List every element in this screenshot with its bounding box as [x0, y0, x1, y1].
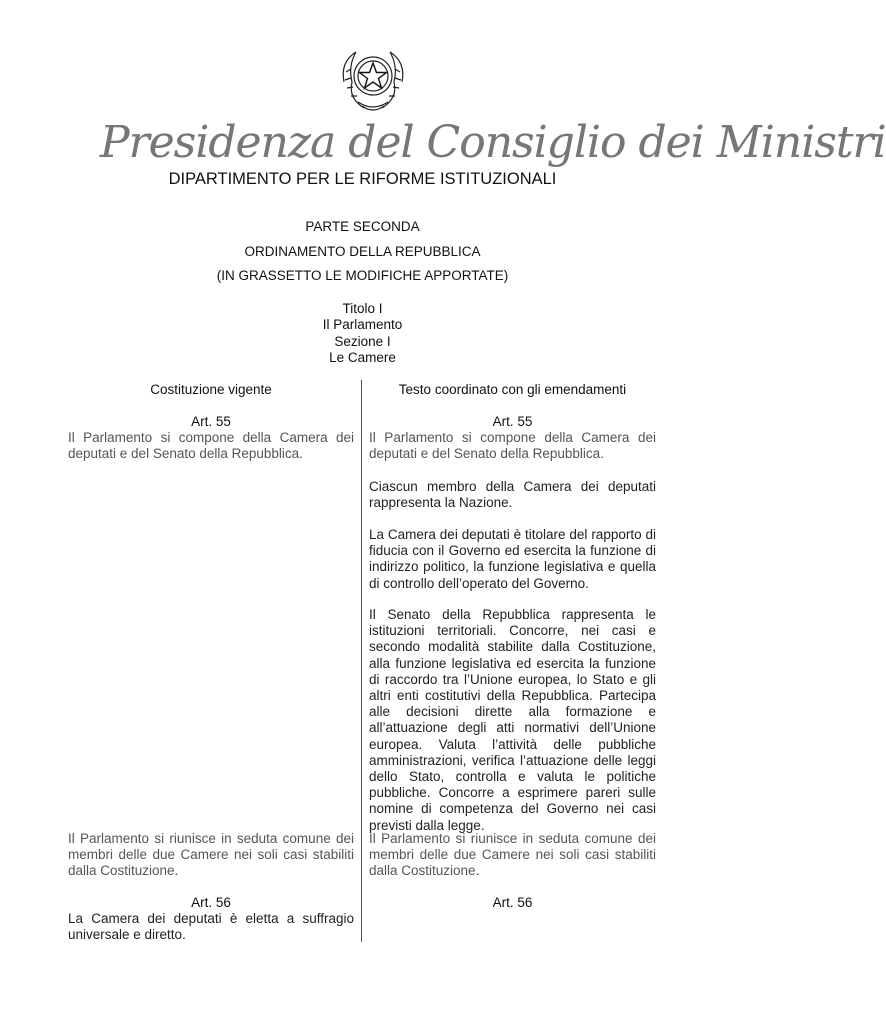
left-art55-title: Art. 55	[191, 414, 231, 429]
republic-emblem-icon	[334, 42, 412, 116]
right-art55-paragraph-1: Il Parlamento si compone della Camera dei deputati e del Senato della Repubblica.	[369, 430, 656, 462]
left-art55-paragraph-1: Il Parlamento si compone della Camera dei deputati e del Senato della Repubblica.	[68, 430, 354, 462]
left-art55-paragraph-2: Il Parlamento si riunisce in seduta comune dei membri delle due Camere nei soli casi stabiliti dalla Costituzione.	[68, 831, 354, 879]
right-art56-title: Art. 56	[492, 895, 533, 910]
right-column-title: Testo coordinato con gli emendamenti	[398, 382, 627, 397]
titolo-heading	[0, 301, 725, 366]
left-art56-paragraph-1: La Camera dei deputati è eletta a suffragio universale e diretto.	[68, 911, 354, 943]
parte-label: PARTE SECONDA	[305, 219, 420, 234]
left-art56-title: Art. 56	[191, 895, 231, 910]
right-art55-title: Art. 55	[492, 414, 533, 429]
right-art55-paragraph-5: Il Parlamento si riunisce in seduta comune dei membri delle due Camere nei soli casi stabiliti dalla Costituzione.	[369, 831, 656, 879]
left-column-title: Costituzione vigente	[150, 382, 272, 397]
right-art55-paragraph-2: Ciascun membro della Camera dei deputati rappresenta la Nazione.	[369, 479, 656, 511]
right-art55-paragraph-3: La Camera dei deputati è titolare del rapporto di fiducia con il Governo ed esercita la funzione di indirizzo politico, la funzione legislativa e quella di controllo dell’operato del Governo.	[369, 527, 656, 591]
titolo-name: Il Parlamento	[322, 317, 403, 333]
sezione-name: Le Camere	[329, 349, 396, 365]
parte-heading	[0, 215, 725, 289]
department-title: DIPARTIMENTO PER LE RIFORME ISTITUZIONALI	[168, 170, 557, 188]
titolo-label: Titolo I	[342, 301, 383, 316]
institution-title: Presidenza del Consiglio dei Ministri	[100, 117, 886, 168]
sezione-label: Sezione I	[334, 333, 391, 349]
modifications-note: (IN GRASSETTO LE MODIFICHE APPORTATE)	[216, 268, 509, 283]
right-art55-paragraph-4: Il Senato della Repubblica rappresenta le istituzioni territoriali. Concorre, nei casi e secondo modalità stabilite dalla Costituzione, alla funzione legislativa ed esercita la funzione di raccordo tra l’Unione europea, lo Stato e gli altri enti costitutivi della Repubblica. Partecipa alle decisioni dirette alla formazione e all’attuazione degli atti normativi dell’Unione europea. Valuta l’attività delle pubbliche amministrazioni, verifica l’attuazione delle leggi dello Stato, controlla e valuta le politiche pubbliche. Concorre a esprimere pareri sulle nomine di competenza del Governo nei casi previsti dalla legge.	[369, 607, 656, 833]
ordinamento-label: ORDINAMENTO DELLA REPUBBLICA	[244, 243, 481, 259]
column-divider	[361, 380, 362, 942]
